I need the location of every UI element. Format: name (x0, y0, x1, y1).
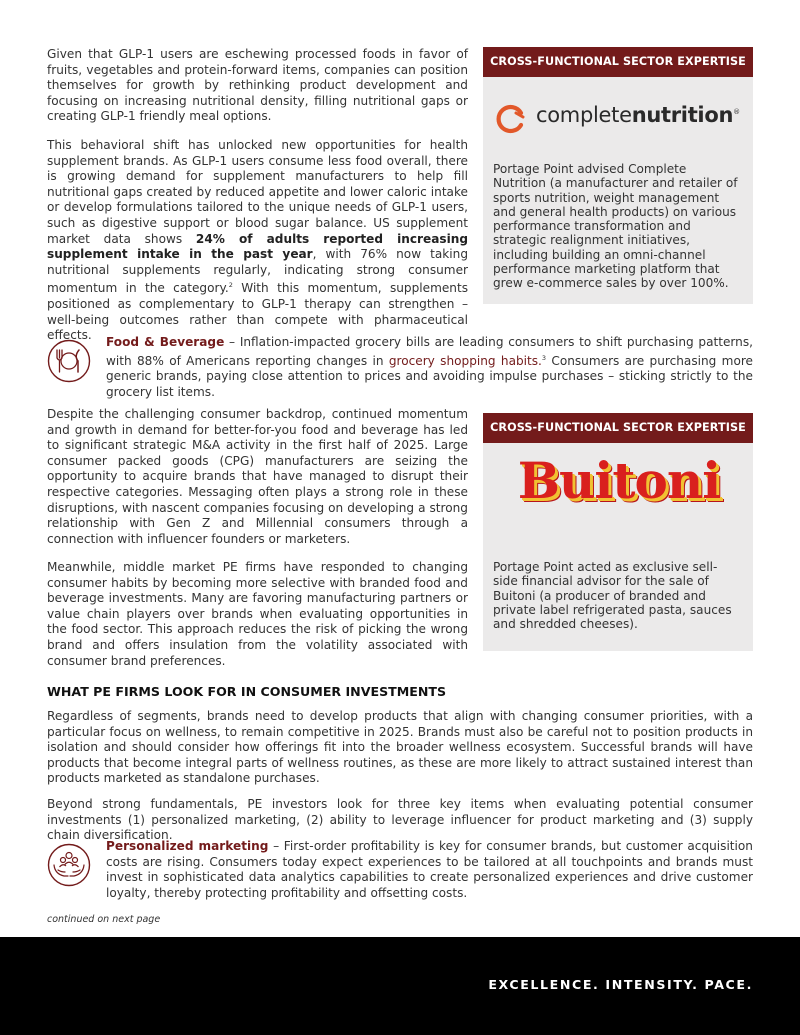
food-beverage-text-b: Consumers are purchasing more generic brands, paying close attention to prices and avoiding impulse purchases – sticking strictly to the grocery list items. (106, 353, 753, 399)
grocery-habits-link[interactable]: grocery shopping habits. (388, 353, 542, 368)
food-beverage-paragraph (106, 335, 753, 400)
intro-paragraph: Given that GLP-1 users are eschewing processed foods in favor of fruits, vegetables and protein-forward items, companies can position themselves for growth by rethinking product development and focusing on increasing nutritional density, filling nutritional gaps or creating GLP-1 friendly meal options. (47, 47, 468, 124)
sidebar-header: CROSS-FUNCTIONAL SECTOR EXPERTISE (483, 413, 753, 443)
complete-nutrition-logo (496, 101, 746, 137)
footnote-2[interactable]: 2 (228, 281, 233, 290)
pe-firms-paragraph: Meanwhile, middle market PE firms have responded to changing consumer habits by becoming more selective with branded food and beverage investments. Many are favoring manufacturing partners or value chain players over brands when evaluating opportunities in the food sector. This approach reduces the risk of picking the wrong brand and offers insulation from the volatility associated with consumer brand preferences. (47, 560, 468, 668)
personalized-text: – First-order profitability is key for consumer brands, but customer acquisition costs are rising. Consumers today expect experiences to be tailored at all touchpoints and brands must invest in sophisticated data analytics capabilities to create personalized experiences and drive customer loyalty, thereby protecting profitability and offsetting costs. (106, 839, 753, 900)
supplement-text-c: With this momentum, supplements positioned as complementary to GLP-1 therapy can strengthen – well-being outcomes rather than compete with pharmaceutical effects. (47, 281, 468, 343)
segments-paragraph: Regardless of segments, brands need to develop products that align with changing consumer priorities, with a particular focus on wellness, to remain competitive in 2025. Brands must also be careful not to position products in isolation and should consider how offerings fit into the broader wellness ecosystem. Successful brands will have products that become integral parts of wellness routines, as these are more likely to attract sustained interest than products marketed as standalone purchases. (47, 709, 753, 786)
personalized-paragraph (106, 839, 753, 901)
logo-registered: ® (733, 108, 740, 116)
supplement-text-b: , with 76% now taking nutritional supplements regularly, indicating strong consumer momentum in the category. (47, 247, 468, 296)
section-title: WHAT PE FIRMS LOOK FOR IN CONSUMER INVESTMENTS (47, 684, 447, 699)
personalized-icon-wrap (47, 843, 91, 887)
sidebar-description: Portage Point advised Complete Nutrition (a manufacturer and retailer of sports nutrition, weight management and general health products) on various performance transformation and strategic realignment initiatives, including building an omni-channel performance marketing platform that grew e-commerce sales by over 100%. (493, 162, 738, 291)
personalized-lead: Personalized marketing (106, 839, 269, 853)
food-beverage-lead: Food & Beverage (106, 335, 225, 349)
sidebar-buitoni (483, 413, 753, 651)
footnote-3[interactable]: 3 (541, 353, 547, 362)
supplement-stat: 24% of adults reported increasing supplement intake in the past year (47, 231, 468, 262)
sidebar-header: CROSS-FUNCTIONAL SECTOR EXPERTISE (483, 47, 753, 77)
footer-tagline: EXCELLENCE. INTENSITY. PACE. (488, 977, 753, 992)
continued-note: continued on next page (47, 914, 161, 925)
supplement-text-a: This behavioral shift has unlocked new opportunities for health supplement brands. As GLP-1 users consume less food overall, there is growing demand for supplement manufacturers to help fill nutritional gaps created by reduced appetite and lower caloric intake or develop formulations tailored to the unique needs of GLP-1 users, such as digestive support or blood sugar balance. US supplement market data shows (47, 138, 468, 246)
sidebar-description: Portage Point acted as exclusive sell-side financial advisor for the sale of Buitoni (a producer of branded and private label refrigerated pasta, sauces and shredded cheeses). (493, 560, 732, 632)
food-beverage-text-a: – Inflation-impacted grocery bills are leading consumers to shift purchasing patterns, with 88% of Americans reporting changes in (106, 335, 753, 368)
utensils-icon (47, 339, 91, 383)
food-beverage-icon-wrap (47, 339, 91, 383)
people-hands-icon (47, 843, 91, 887)
logo-complete: complete (536, 103, 632, 127)
momentum-paragraph: Despite the challenging consumer backdrop, continued momentum and growth in demand for better-for-you food and beverage has led to significant strategic M&A activity in the first half of 2025. Large consumer packed goods (CPG) manufacturers are seizing the opportunity to acquire brands that have managed to disrupt their respective categories. Messaging often plays a strong role in these disruptions, with nascent companies focusing on developing a strong relationship with Gen Z and Millennial consumers through a connection with influencer founders or marketers. (47, 407, 468, 546)
logo-nutrition: nutrition (631, 103, 734, 127)
complete-nutrition-mark-icon (496, 104, 526, 134)
supplement-paragraph (47, 138, 468, 344)
key-items-paragraph: Beyond strong fundamentals, PE investors look for three key items when evaluating potential consumer investments (1) personalized marketing, (2) ability to leverage influencer for product marketing and (3) supply chain diversification. (47, 797, 753, 843)
sidebar-complete-nutrition (483, 47, 753, 304)
buitoni-logo: Buitoni (517, 451, 721, 510)
footer (0, 937, 800, 1035)
